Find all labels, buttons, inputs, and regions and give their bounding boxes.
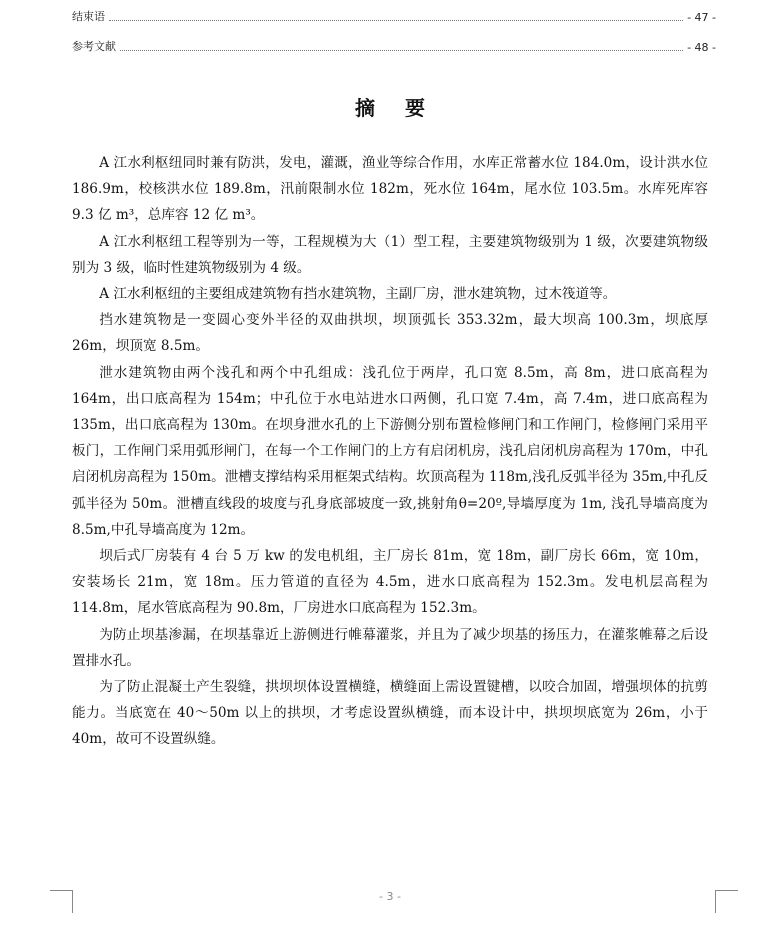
paragraph: A 江水利枢纽工程等别为一等，工程规模为大（1）型工程，主要建筑物级别为 1 级，次要建筑物级别为 3 级，临时性建筑物级别为 4 级。 xyxy=(72,233,708,276)
toc-page-number: - 48 - xyxy=(687,41,716,54)
toc-leader xyxy=(109,20,683,21)
toc-label: 参考文献 xyxy=(72,40,116,53)
toc-entry-references[interactable] xyxy=(72,36,716,54)
paragraph: A 江水利枢纽的主要组成建筑物有挡水建筑物，主副厂房，泄水建筑物，过木筏道等。 xyxy=(99,286,617,303)
paragraph: 挡水建筑物是一变圆心变外半径的双曲拱坝，坝顶弧长 353.32m，最大坝高 100.3m，坝底厚 26m，坝顶宽 8.5m。 xyxy=(72,312,708,355)
paragraph: 为防止坝基渗漏，在坝基靠近上游侧进行帷幕灌浆，并且为了减少坝基的扬压力，在灌浆帷幕之后设置排水孔。 xyxy=(72,626,708,669)
abstract-title: 摘要 xyxy=(355,96,455,120)
toc-page-number: - 47 - xyxy=(687,11,716,24)
paragraph: 泄水建筑物由两个浅孔和两个中孔组成：浅孔位于两岸，孔口宽 8.5m，高 8m，进口底高程为 164m，出口底高程为 154m；中孔位于水电站进水口两侧，孔口宽 7.4m，高 7.4m，进口底高程为 135m，出口底高程为 130m。在坝身泄水孔的上下游侧分别布置检修闸门和工作闸门，检修闸门采用平板门，工作闸门采用弧形闸门，在每一个工作闸门的上方有启闭机房，浅孔启闭机房高程为 170m，中孔启闭机房高程为 150m。泄槽支撑结构采用框架式结构。坎顶高程为 118m,浅孔反弧半径为 35m,中孔反弧半径为 50m。泄槽直线段的坡度与孔身底部坡度一致,挑射角θ=20º,导墙厚度为 1m, 浅孔导墙高度为 8.5m,中孔导墙高度为 12m。 xyxy=(72,364,708,538)
page-number: - 3 - xyxy=(379,890,401,903)
toc-entry-conclusion[interactable] xyxy=(72,6,716,24)
paragraph: 坝后式厂房装有 4 台 5 万 kw 的发电机组，主厂房长 81m，宽 18m，副厂房长 66m，宽 10m，安装场长 21m，宽 18m。压力管道的直径为 4.5m，进水口底高程为 152.3m。发电机层高程为 114.8m，尾水管底高程为 90.8m，厂房进水口底高程为 152.3m。 xyxy=(72,548,708,617)
abstract-body xyxy=(72,150,708,753)
paragraph: 为了防止混凝土产生裂缝，拱坝坝体设置横缝，横缝面上需设置键槽，以咬合加固，增强坝体的抗剪能力。当底宽在 40～50m 以上的拱坝，才考虑设置纵横缝，而本设计中，拱坝坝底宽为 26m，小于 40m，故可不设置纵缝。 xyxy=(72,679,708,748)
paragraph: A 江水利枢纽同时兼有防洪，发电，灌溉，渔业等综合作用，水库正常蓄水位 184.0m，设计洪水位 186.9m，校核洪水位 189.8m，汛前限制水位 182m，死水位 164m，尾水位 103.5m。水库死库容 9.3 亿 m³，总库容 12 亿 m³。 xyxy=(72,155,708,224)
toc-leader xyxy=(120,50,683,51)
toc-label: 结束语 xyxy=(72,10,105,23)
